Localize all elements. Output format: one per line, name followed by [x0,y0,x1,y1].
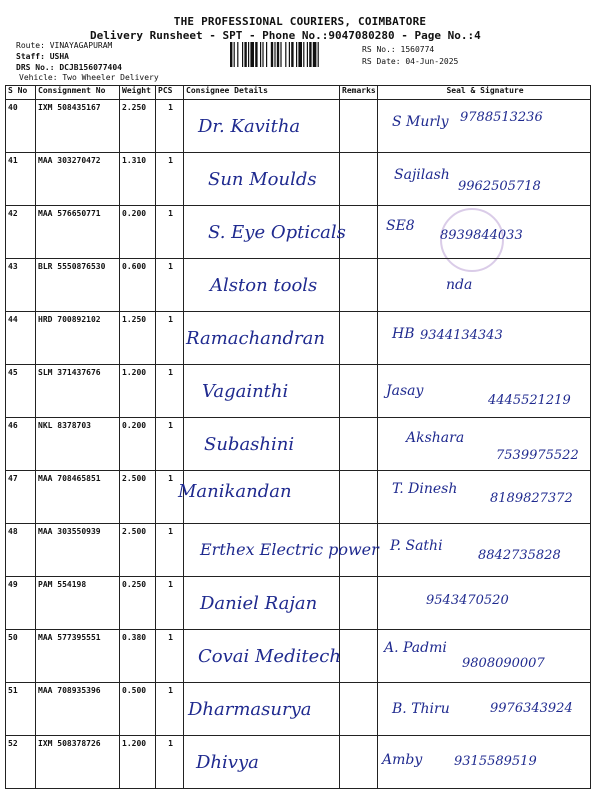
cell-weight: 2.500 [120,471,156,524]
cell-consignment: SLM 371437676 [36,365,120,418]
phone-number: 4445521219 [488,393,571,408]
cell-consignment: MAA 708935396 [36,683,120,736]
cell-pcs: 1 [156,683,184,736]
cell-pcs: 1 [156,365,184,418]
cell-signature [378,471,591,524]
cell-sno: 49 [6,577,36,630]
cell-consignee [184,524,379,577]
cell-pcs: 1 [156,630,184,683]
cell-signature [378,365,591,418]
cell-pcs: 1 [156,153,184,206]
signature: P. Sathi [390,538,443,554]
cell-sno: 50 [6,630,36,683]
col-consignee: Consignee Details [184,86,340,100]
signature: S Murly [392,114,449,130]
cell-remarks [340,736,378,789]
cell-pcs: 1 [156,312,184,365]
cell-pcs: 1 [156,736,184,789]
consignee-name: Subashini [204,434,295,455]
cell-consignment: MAA 708465851 [36,471,120,524]
cell-sno: 46 [6,418,36,471]
cell-remarks [340,471,378,524]
vehicle-field: Vehicle: Two Wheeler Delivery [19,73,159,82]
cell-pcs: 1 [156,418,184,471]
signature: SE8 [386,218,415,234]
col-weight: Weight [120,86,156,100]
cell-consignment: MAA 303270472 [36,153,120,206]
phone-number: 8939844033 [440,228,523,243]
consignee-name: Dhivya [196,752,259,773]
table-row [6,524,591,577]
cell-consignee [184,418,340,471]
consignee-name: Daniel Rajan [200,593,318,614]
cell-pcs: 1 [156,259,184,312]
signature: T. Dinesh [392,481,458,497]
col-sno: S No [6,86,36,100]
drs-number: DRS No.: DCJB156077404 [16,63,122,72]
cell-weight: 0.200 [120,206,156,259]
table-row [6,153,591,206]
cell-sno: 44 [6,312,36,365]
phone-number: 9808090007 [462,656,545,671]
consignee-name: Erthex Electric power [200,540,379,559]
cell-weight: 0.600 [120,259,156,312]
consignee-name: Alston tools [210,275,318,296]
cell-signature [378,153,591,206]
document-title: THE PROFESSIONAL COURIERS, COIMBATORE [173,15,427,28]
runsheet-table [5,85,591,789]
cell-consignee [184,100,340,153]
rs-number: RS No.: 1560774 [362,45,435,54]
consignee-name: Dharmasurya [188,699,312,720]
signature: nda [446,277,473,293]
cell-weight: 2.500 [120,524,156,577]
cell-weight: 1.200 [120,736,156,789]
cell-sno: 48 [6,524,36,577]
cell-signature [378,312,591,365]
cell-consignment: PAM 554198 [36,577,120,630]
cell-consignee [184,365,340,418]
consignee-name: Covai Meditech [198,646,341,667]
table-row [6,100,591,153]
table-row [6,683,591,736]
cell-signature [378,577,591,630]
signature: Jasay [386,383,424,399]
cell-consignment: MAA 577395551 [36,630,120,683]
cell-remarks [340,100,378,153]
cell-remarks [340,312,378,365]
cell-signature [378,630,591,683]
cell-consignment: IXM 508435167 [36,100,120,153]
rs-date: RS Date: 04-Jun-2025 [362,57,459,66]
cell-remarks [340,630,378,683]
cell-pcs: 1 [156,100,184,153]
table-row [6,736,591,789]
cell-consignment: NKL 8378703 [36,418,120,471]
consignee-name: Dr. Kavitha [198,116,301,137]
table-row [6,577,591,630]
cell-signature [378,683,591,736]
signature: HB [392,326,415,342]
table-row [6,312,591,365]
phone-number: 8189827372 [490,491,573,506]
cell-sno: 40 [6,100,36,153]
phone-number: 8842735828 [478,548,561,563]
cell-consignee [184,259,340,312]
cell-consignee [184,736,340,789]
phone-number: 7539975522 [496,448,579,463]
table-header-row [6,86,591,100]
cell-sno: 47 [6,471,36,524]
cell-pcs: 1 [156,577,184,630]
cell-remarks [340,153,378,206]
cell-signature [378,524,591,577]
cell-pcs: 1 [156,471,184,524]
cell-remarks [340,683,378,736]
route-field: Route: VINAYAGAPURAM [16,41,113,50]
signature: A. Padmi [384,640,447,656]
cell-consignment: MAA 576650771 [36,206,120,259]
cell-remarks [340,259,378,312]
phone-number: 9962505718 [458,179,541,194]
signature: Amby [382,752,423,768]
signature: B. Thiru [392,701,450,717]
cell-sno: 51 [6,683,36,736]
col-remarks: Remarks [340,86,378,100]
cell-signature [378,418,591,471]
cell-signature [378,259,591,312]
cell-consignment: HRD 700892102 [36,312,120,365]
col-consignment: Consignment No [36,86,120,100]
table-row [6,630,591,683]
cell-weight: 0.380 [120,630,156,683]
phone-number: 9344134343 [420,328,503,343]
consignee-name: Ramachandran [186,328,325,349]
cell-consignment: IXM 508378726 [36,736,120,789]
cell-sno: 42 [6,206,36,259]
consignee-name: Sun Moulds [208,169,317,190]
signature: Sajilash [394,167,450,183]
cell-consignee [184,630,340,683]
cell-weight: 1.250 [120,312,156,365]
cell-weight: 2.250 [120,100,156,153]
document-subtitle: Delivery Runsheet - SPT - Phone No.:9047080280 - Page No.:4 [90,29,481,42]
cell-consignee [184,312,340,365]
signature: Akshara [406,430,465,446]
table-row [6,206,591,259]
staff-field: Staff: USHA [16,52,69,61]
cell-weight: 1.200 [120,365,156,418]
phone-number: 9543470520 [426,593,509,608]
cell-remarks [340,577,378,630]
table-row [6,418,591,471]
cell-sno: 45 [6,365,36,418]
cell-consignee [184,577,340,630]
cell-consignment: BLR 5550876530 [36,259,120,312]
cell-weight: 0.200 [120,418,156,471]
cell-consignment: MAA 303550939 [36,524,120,577]
cell-sno: 41 [6,153,36,206]
cell-consignee [184,206,346,259]
consignee-name: S. Eye Opticals [208,222,346,243]
cell-weight: 0.250 [120,577,156,630]
table-row [6,365,591,418]
consignee-name: Vagainthi [202,381,289,402]
barcode [230,42,355,67]
cell-pcs: 1 [156,524,184,577]
cell-weight: 1.310 [120,153,156,206]
cell-consignee [178,471,340,524]
cell-sno: 43 [6,259,36,312]
cell-signature [378,206,591,259]
cell-remarks [340,365,378,418]
phone-number: 9976343924 [490,701,573,716]
cell-pcs: 1 [156,206,184,259]
cell-weight: 0.500 [120,683,156,736]
phone-number: 9315589519 [454,754,537,769]
table-row [6,471,591,524]
phone-number: 9788513236 [460,110,543,125]
cell-signature [378,100,591,153]
col-pcs: PCS [156,86,184,100]
cell-consignee [184,153,340,206]
col-seal-signature: Seal & Signature [378,86,591,100]
cell-signature [378,736,591,789]
cell-consignee [184,683,340,736]
cell-sno: 52 [6,736,36,789]
table-row [6,259,591,312]
cell-remarks [340,418,378,471]
consignee-name: Manikandan [178,481,292,502]
